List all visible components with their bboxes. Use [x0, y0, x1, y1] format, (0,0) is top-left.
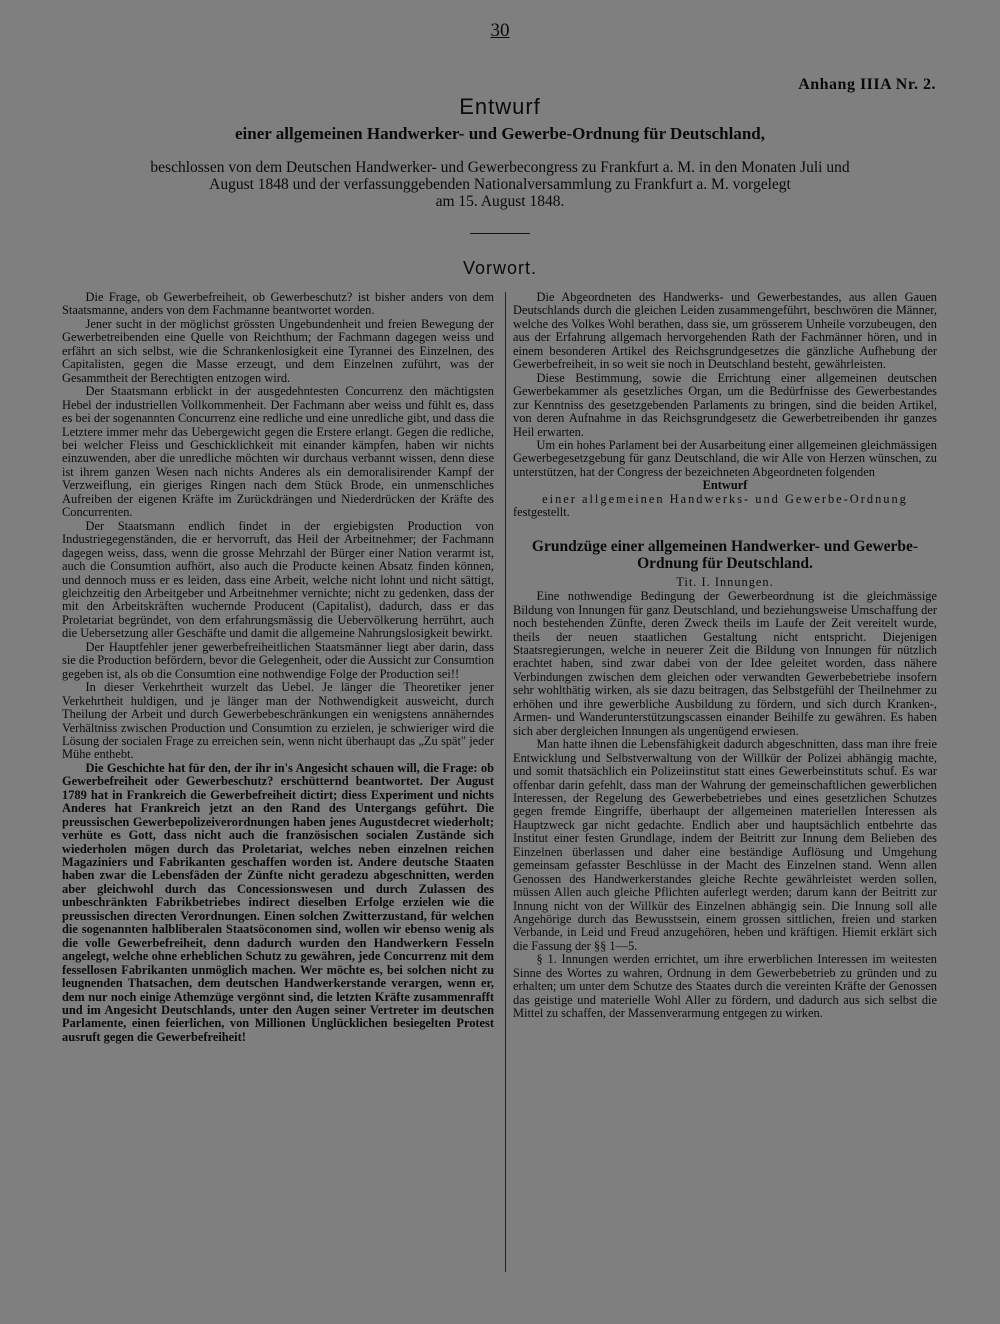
appendix-label: Anhang IIIA Nr. 2. [798, 76, 936, 93]
paragraph: Der Hauptfehler jener gewerbefreiheitlichen Staatsmänner liegt aber darin, dass sie die Production befördern, bevor die Gelegenheit, oder die Aussicht zur Consumtion gegeben ist, als ob die Consumtion eine nothwendige Folge der Production sei!! [62, 639, 494, 681]
decree-line: beschlossen von dem Deutschen Handwerker- und Gewerbecongress zu Frankfurt a. M. in den Monaten Juli und [150, 159, 850, 176]
foreword-heading: Vorwort. [462, 258, 538, 278]
paragraph: In dieser Verkehrtheit wurzelt das Uebel. Je länger die Theoretiker jener Verkehrtheit huldigen, und je länger man der Nothwendigkeit ausweicht, durch Theilung der Arbeit und durch Gewerbebeschränkungen ein wenigstens annäherndes Verhältniss zwischen Production und Consumtion zu erzielen, je schwieriger wird die Lösung der socialen Frage zu erreichen sein, wenn nicht überhaupt das „Zu spät" jeder Mühe enthebt. [62, 680, 494, 762]
paragraph: Um ein hohes Parlament bei der Ausarbeitung einer allgemeinen gleichmässigen Gewerbegesetzgebung für ganz Deutschland, die wir Alle von Herzen wünschen, zu unterstützen, hat der Congress der bezeichneten Abgeordneten folgenden [513, 437, 937, 479]
paragraph: Jener sucht in der möglichst grössten Ungebundenheit und freien Bewegung der Gewerbetreibenden eine Quelle von Reichthum; der Fachmann dagegen weiss und erfährt an sich selbst, wie die Schrankenlosigkeit eine Tyrannei des Einzelnen, des Capitalisten, gegen die Masse erzeugt, und dem Einzelnen zuführt, was der Gesammtheit der Berechtigten entzogen wird. [62, 316, 494, 385]
separator-rule [470, 233, 530, 234]
decree-line: am 15. August 1848. [435, 193, 565, 210]
draft-title-spaced: einer allgemeinen Handwerks- und Gewerbe-Ordnung [542, 491, 908, 506]
paragraph: Diese Bestimmung, sowie die Errichtung einer allgemeinen deutschen Gewerbekammer als gesetzliches Organ, um die Bedürfnisse des Gewerbestandes zur Kenntniss des gesetzgebenden Parlaments zu bringen, sind die beiden Artikel, von deren Aufnahme in das Reichsgrundgesetz die Gewerbetreibenden ihr ganzes Heil erwarten. [513, 370, 937, 439]
paragraph: Die Abgeordneten des Handwerks- und Gewerbestandes, aus allen Gauen Deutschlands durch die gleichen Leiden zusammengeführt, beschwören die Männer, welche des Volkes Wohl berathen, dass sie, um grösserem Unheile vorzubeugen, den aus der Erfahrung allgemach hervorgehenden Rath der Fachmänner hören, und in einem besonderen Artikel des Reichsgrundgesetzes die gänzliche Aufhebung der Gewerbefreiheit, in so weit sie noch in Deutschland besteht, gewährleisten. [513, 290, 937, 372]
column-divider [505, 292, 506, 1272]
paragraph: Die Frage, ob Gewerbefreiheit, ob Gewerbeschutz? ist bisher anders von dem Staatsmanne, anders von dem Fachmanne beantwortet worden. [62, 290, 494, 318]
document-subtitle: einer allgemeinen Handwerker- und Gewerbe-Ordnung für Deutschland, [235, 124, 765, 143]
right-column [513, 291, 937, 1021]
established-note: festgestellt. [513, 505, 570, 520]
left-column [62, 291, 494, 1044]
paragraph: Eine nothwendige Bedingung der Gewerbeordnung ist die gleichmässige Bildung von Innungen für ganz Deutschland, und beziehungsweise Umschaffung der noch bestehenden Zünfte, deren Zweck theils im Laufe der Zeit vereitelt wurde, theils der neuen staatlichen Gestaltung nicht entspricht. Diejenigen Staatsregierungen, welche in neuerer Zeit die Bildung von Innungen für nützlich erachtet haben, sind zwar dabei von der Idee geleitet worden, dass nähere Verbindungen zwischen dem gleichen oder verwandten Gewerbebetriebe insofern sehr wohlthätig wirken, als sie dazu beitragen, das Selbstgefühl der Theilnehmer zu erhöhen und ihre gewerbliche Ausbildung zu fördern, und sich durch Kranken-, Armen- und Wanderunterstützungscassen einander Beihilfe zu gewähren. Es haben sich aber dergleichen Innungen als ungenügend erwiesen. [513, 589, 937, 738]
page-number: 30 [490, 20, 510, 41]
paragraph: Die Geschichte hat für den, der ihr in's Angesicht schauen will, die Frage: ob Gewerbefreiheit oder Gewerbeschutz? erschütternd beantwortet. Der August 1789 hat in Frankreich die Gewerbefreiheit dictirt; diess Experiment und nichts Anderes hat Frankreich jetzt an den Rand des Untergangs geführt. Die preussischen Gewerbepolizeiverordnungen haben jenes Augustdecret wiederholt; verhüte es Gott, dass nicht auch die französischen socialen Zustände sich wiederholen mögen durch das Proletariat, welches neben einzelnen reichen Magaziniers und Fabrikanten geschaffen worden ist. Andere deutsche Staaten haben zwar die Lebensfäden der Zünfte nicht geradezu abgeschnitten, werden aber gleichwohl durch das Concessionswesen und durch Zulassen des unbeschränkten Fabrikbetriebes indirect dieselben Erfolge erzielen wie die preussischen directen Verordnungen. Einen solchen Zwitterzustand, für welchen die sogenannten halbliberalen Staatsöconomen sind, wollen wir ebenso wenig als die volle Gewerbefreiheit, denn dadurch wurden den Handwerkern Fesseln angelegt, welche ohne erheblichen Schutz zu gewähren, jede Concurrenz mit dem fessellosen Fabrikanten unmöglich machen. Wer möchte es, bei solchen nicht zu leugnenden Thatsachen, dem deutschen Handwerkerstande verargen, wenn er, dem nur noch einige Athemzüge vergönnt sind, die letzten Kräfte zusammenrafft und im Angesicht Deutschlands, unter den Augen seiner Vertreter im deutschen Parlamente, einen feierlichen, von Millionen Unglücklichen besiegelten Protest ausruft gegen die Gewerbefreiheit! [62, 760, 494, 1044]
paragraph: Man hatte ihnen die Lebensfähigkeit dadurch abgeschnitten, dass man ihre freie Entwicklung und Selbstverwaltung von der Willkür der Polizei abhängig machte, und somit thatsächlich ein Polizeiinstitut statt eines Gewerbeinstituts schuf. Es war offenbar darin gefehlt, dass man der Wahrung der gemeinschaftlichen gewerblichen Interessen, der Regelung des Gewerbebetriebes und eines gesetzlichen Schutzes gegen fremde Eingriffe, überhaupt der allgemeinen materiellen Interessen als Hauptzweck gar nicht gedachte. Endlich aber und hauptsächlich entbehrte das Institut einer festen Grundlage, indem der Beitritt zur Innung dem Belieben des Einzelnen überlassen und daher eine beständige Auflösung und Umgehung gemeinsam gefasster Beschlüsse in der Macht des Einzelnen stand. Wenn allen Genossen des Handwerkerstandes gleiche Rechte gewährleistet werden sollen, müssen Allen auch gleiche Pflichten auferlegt werden; darum kann der Beitritt zur Innung nicht von der Willkür des Einzelnen abhängig sein. Die Innung soll alle Angehörige durch das Bewusstsein, einem grossen sittlichen, freien und starken Verbande, in Leid und Freud anzugehören, heben und kräftigen. Hiemit erklärt sich die Fassung der §§ 1—5. [513, 737, 937, 953]
draft-label: Entwurf [702, 478, 748, 493]
paragraph: Der Staatsmann endlich findet in der ergiebigsten Production von Industriegegenständen, die er hervorruft, das Heil der Arbeitnehmer; der Fachmann dagegen weiss, dass, wenn die grosse Mehrzahl der Bürger einer Nation verarmt ist, auch die Consumtion aufhört, also auch die Producte keinen Absatz finden können, und dennoch muss er es leiden, dass eine Arbeit, welche nicht lohnt und nicht sättigt, gleichzeitig den Arbeitgeber und Arbeitnehmer vernichte; nicht zu gedenken, dass der mit den Arbeitskräften wuchernde Producent (Capitalist), dadurch, dass er das Proletariat begründet, von dem erfahrungsmässig die Uebervölkerung herrührt, auch die Uebersetzung aller Geschäfte und damit die allgemeine Nahrungslosigkeit bewirkt. [62, 518, 494, 641]
title-one-heading: Tit. I. Innungen. [676, 574, 774, 589]
decree-statement [60, 159, 940, 210]
section-heading: Grundzüge einer allgemeinen Handwerker- und Gewerbe-Ordnung für Deutschland. [531, 537, 919, 572]
decree-line: August 1848 und der verfassunggebenden Nationalversammlung zu Frankfurt a. M. vorgelegt [209, 176, 791, 193]
paragraph: § 1. Innungen werden errichtet, um ihre erwerblichen Interessen im weitesten Sinne des Wortes zu wahren, Ordnung in dem Gewerbebetrieb zu gründen und zu erhalten; um unter dem Schutze des Staates durch die vereinten Kräfte der Genossen das geistige und materielle Wohl Aller zu fördern, und dadurch aus sich selbst die Mittel zu schaffen, der Massenverarmung entgegen zu wirken. [513, 952, 937, 1021]
paragraph: Der Staatsmann erblickt in der ausgedehntesten Concurrenz den mächtigsten Hebel der industriellen Vollkommenheit. Der Fachmann aber weiss und fühlt es, dass es bei der sogenannten Concurrenz eine redliche und eine unredliche gibt, und dass die Letztere immer mehr das Uebergewicht gegen die Erstere erlangt. Gegen die redliche, bei welcher Fleiss und Geschicklichkeit mit einander kämpfen, haben wir nichts einzuwenden, aber die unredliche möchten wir durchaus verbannt wissen, denn diese ist ihrem ganzen Wesen nach nichts Anderes als ein demoralisirender Kampf der Verzweiflung, ein gieriges Ringen nach dem Stück Brode, ein unmenschliches Aufreiben der eigenen Kräfte im Zurückdrängen und Niederdrücken der Kräfte des Concurrenten. [62, 384, 494, 520]
document-title: Entwurf [459, 94, 541, 119]
